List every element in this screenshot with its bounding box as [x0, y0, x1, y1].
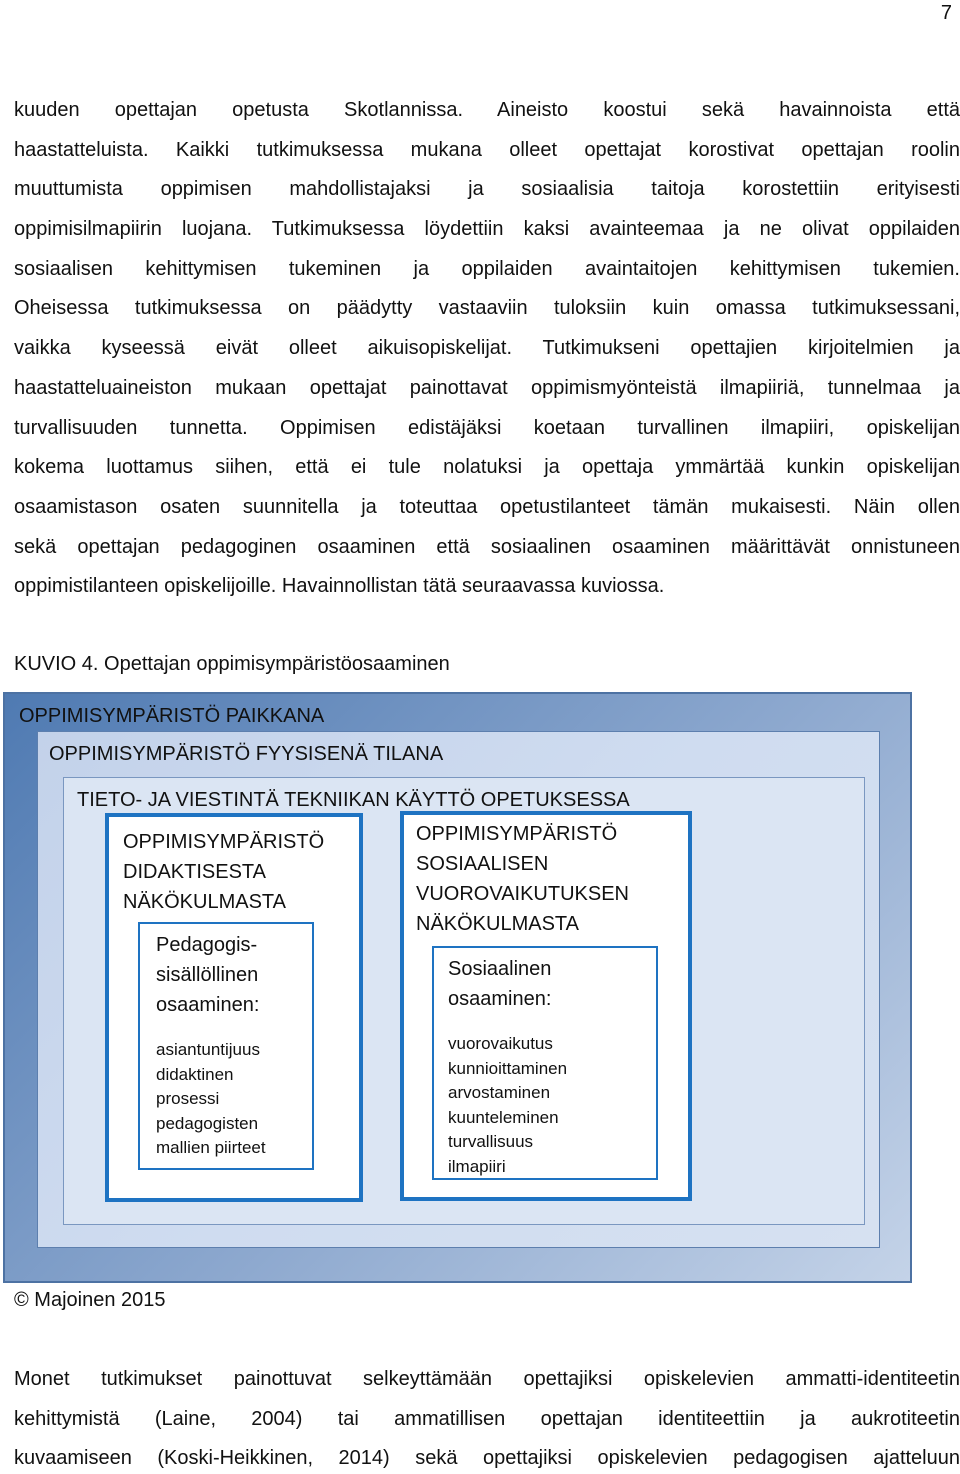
- paragraph-line: oppimistilanteen opiskelijoille. Havainnollistan tätä seuraavassa kuviossa.: [14, 575, 665, 597]
- pedagogical-subbox-title: Pedagogis- sisällöllinen osaaminen:: [156, 934, 260, 1016]
- list-item: pedagogisten: [156, 1113, 259, 1133]
- paragraph-line: sosiaalisen kehittymisen tukeminen ja oppilaiden avaintaitojen kehittymisen tukemien.: [14, 258, 960, 280]
- list-item: asiantuntijuus: [156, 1040, 260, 1059]
- pedagogical-item-list: [156, 1038, 266, 1161]
- paragraph-line: muuttumista oppimisen mahdollistajaksi ja sosiaalisia taitoja korostettiin erityisesti: [14, 178, 960, 200]
- figure-copyright: © Majoinen 2015: [14, 1289, 166, 1311]
- paragraph-line: haastatteluista. Kaikki tutkimuksessa mukana olleet opettajat korostivat opettajan roolin: [14, 139, 960, 161]
- list-item: arvostaminen: [448, 1083, 551, 1102]
- paragraph-line: oppimisilmapiirin luojana. Tutkimuksessa löydettiin kaksi avainteemaa ja ne olivat oppilaiden: [14, 218, 960, 240]
- inner-box-label: TIETO- JA VIESTINTÄ TEKNIIKAN KÄYTTÖ OPETUKSESSA: [77, 789, 630, 811]
- list-item: kuunteleminen: [448, 1107, 559, 1127]
- paragraph-line: kokema luottamus siihen, että ei tule nolatuksi ja opettaja ymmärtää kunkin opiskelijan: [14, 456, 960, 478]
- paragraph-line: kehittymistä (Laine, 2004) tai ammatillisen opettajan identiteettiin ja aukrotiteetin: [14, 1408, 960, 1430]
- middle-box-label: OPPIMISYMPÄRISTÖ FYYSISENÄ TILANA: [49, 743, 444, 765]
- outer-box-label: OPPIMISYMPÄRISTÖ PAIKKANA: [19, 705, 325, 727]
- social-subbox: [432, 946, 658, 1180]
- didactic-box-title: OPPIMISYMPÄRISTÖ DIDAKTISESTA NÄKÖKULMASTA: [123, 831, 325, 913]
- list-item: kunnioittaminen: [448, 1058, 568, 1078]
- page-number: 7: [940, 2, 952, 24]
- paragraph-line: kuuden opettajan opetusta Skotlannissa. Aineisto koostui sekä havainnoista että: [14, 99, 960, 121]
- figure-caption: KUVIO 4. Opettajan oppimisympäristöosaaminen: [14, 653, 450, 675]
- list-item: turvallisuus: [448, 1132, 534, 1151]
- paragraph-line: vaikka kyseessä eivät olleet aikuisopiskelijat. Tutkimukseni opettajien kirjoitelmien ja: [14, 337, 960, 359]
- list-item: mallien piirteet: [156, 1138, 266, 1157]
- list-item: ilmapiiri: [448, 1156, 506, 1176]
- list-item: didaktinen: [156, 1064, 234, 1084]
- paragraph-line: osaamistason osaten suunnitella ja toteuttaa opetustilanteet tämän mukaisesti. Näin ollen: [14, 496, 960, 518]
- didactic-box: [105, 813, 363, 1202]
- paragraph-line: Monet tutkimukset painottuvat selkeyttämään opettajiksi opiskelevien ammatti-identiteetin: [14, 1368, 960, 1390]
- paragraph-line: haastatteluaineiston mukaan opettajat painottavat oppimismyönteistä ilmapiiriä, tunnelmaa ja: [14, 377, 960, 399]
- social-subbox-title: Sosiaalinen osaaminen:: [448, 958, 552, 1010]
- paragraph-line: kuvaamiseen (Koski-Heikkinen, 2014) sekä opettajiksi opiskelevien pedagogisen ajatteluun: [14, 1447, 960, 1469]
- social-item-list: [448, 1032, 567, 1179]
- list-item: prosessi: [156, 1089, 220, 1108]
- figure-outer-box: [3, 692, 912, 1283]
- list-item: vuorovaikutus: [448, 1034, 553, 1053]
- paragraph-line: sekä opettajan pedagoginen osaaminen että sosiaalinen osaaminen määrittävät onnistuneen: [14, 536, 960, 558]
- paragraph-line: Oheisessa tutkimuksessa on päädytty vastaaviin tuloksiin kuin omassa tutkimuksessani,: [14, 297, 960, 319]
- figure-inner-box: [63, 777, 865, 1225]
- social-box-title: OPPIMISYMPÄRISTÖ SOSIAALISEN VUOROVAIKUTUKSEN NÄKÖKULMASTA: [416, 823, 629, 935]
- social-box: [400, 811, 692, 1201]
- pedagogical-subbox: [138, 922, 314, 1170]
- paragraph-line: turvallisuuden tunnetta. Oppimisen edistäjäksi koetaan turvallinen ilmapiiri, opiskelijan: [14, 417, 960, 439]
- figure-middle-box: [37, 731, 880, 1248]
